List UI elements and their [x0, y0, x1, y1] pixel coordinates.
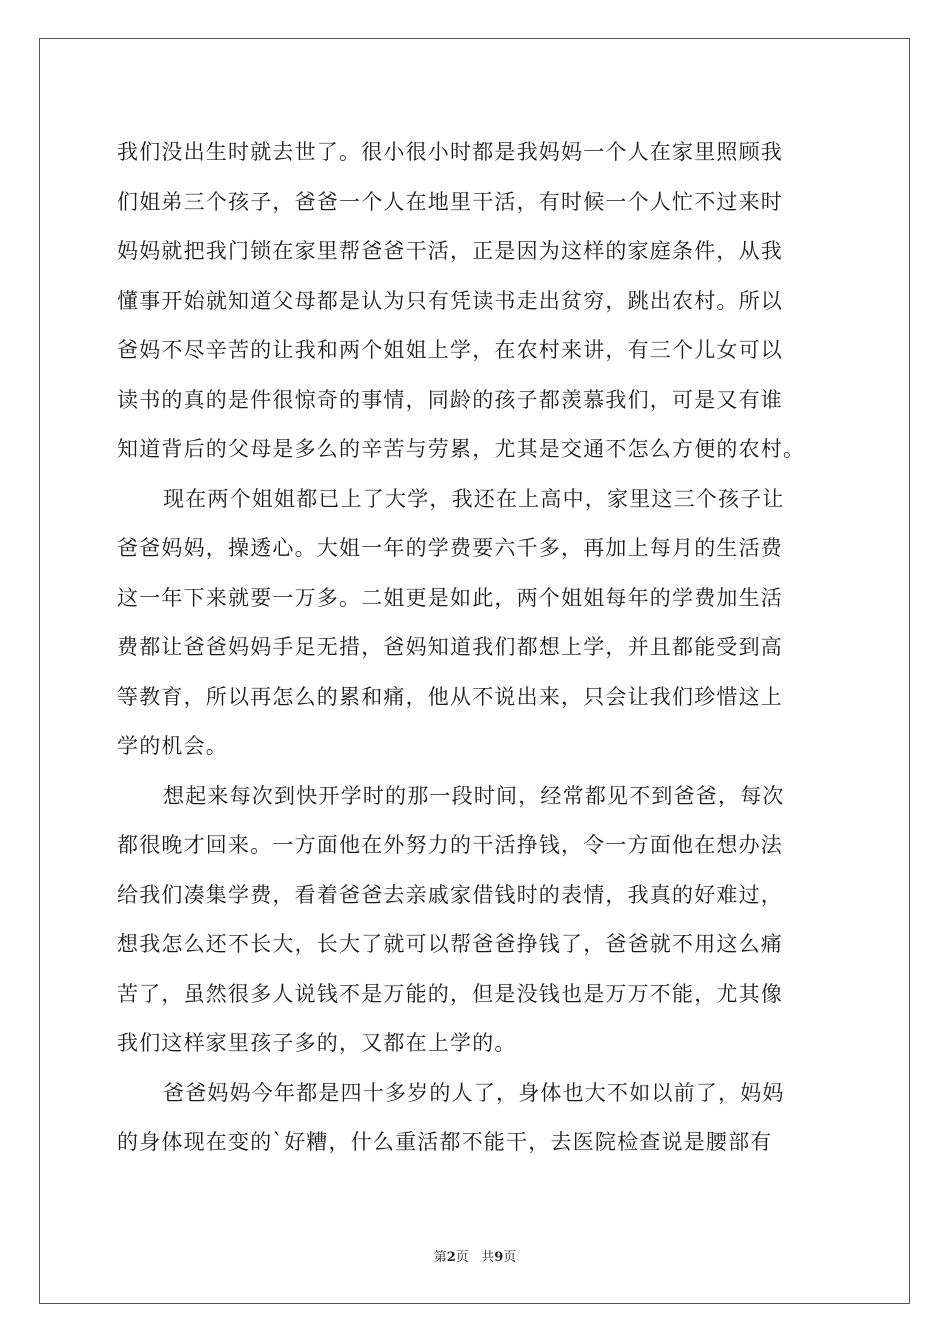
- text-line: 学的机会。: [117, 734, 228, 758]
- text-line: 这一年下来就要一万多。二姐更是如此，两个姐姐每年的学费加生活: [117, 585, 783, 610]
- text-line: 爸爸妈妈，操透心。大姐一年的学费要六千多，再加上每月的生活费: [117, 536, 783, 560]
- text-line: 给我们凑集学费，看着爸爸去亲戚家借钱时的表情，我真的好难过，: [117, 882, 783, 907]
- text-line: 知道背后的父母是多么的辛苦与劳累，尤其是交通不怎么方便的农村。: [117, 437, 806, 461]
- text-line: 我们没出生时就去世了。很小很小时都是我妈妈一个人在家里照顾我: [117, 140, 783, 164]
- text-line: 的身体现在变的`好糟，什么重活都不能干，去医院检查说是腰部有: [117, 1130, 773, 1154]
- total-pages-number: 9: [494, 1250, 504, 1265]
- page-prefix: 第: [433, 1250, 447, 1265]
- text-line: 现在两个姐姐都已上了大学，我还在上高中，家里这三个孩子让: [163, 486, 785, 511]
- text-line: 苦了，虽然很多人说钱不是万能的，但是没钱也是万万不能，尤其像: [117, 981, 783, 1006]
- text-line: 爸爸妈妈今年都是四十多岁的人了，身体也大不如以前了，妈妈: [163, 1080, 785, 1105]
- document-body: [117, 128, 837, 1168]
- text-line: 想起来每次到快开学时的那一段时间，经常都见不到爸爸，每次: [163, 783, 785, 808]
- text-line: 等教育，所以再怎么的累和痛，他从不说出来，只会让我们珍惜这上: [117, 684, 783, 709]
- text-line: 我们这样家里孩子多的，又都在上学的。: [117, 1031, 517, 1055]
- text-line: 读书的真的是件很惊奇的事情，同龄的孩子都羡慕我们，可是又有谁: [117, 387, 783, 412]
- text-line: 懂事开始就知道父母都是认为只有凭读书走出贫穷，跳出农村。所以: [117, 288, 783, 313]
- total-suffix: 页: [503, 1250, 517, 1265]
- page-footer: [0, 1246, 950, 1265]
- text-line: 妈妈就把我门锁在家里帮爸爸干活，正是因为这样的家庭条件，从我: [117, 239, 783, 263]
- current-page-number: 2: [446, 1250, 456, 1265]
- page-suffix: 页: [455, 1250, 469, 1265]
- text-line: 想我怎么还不长大，长大了就可以帮爸爸挣钱了，爸爸就不用这么痛: [117, 932, 783, 956]
- text-line: 爸妈不尽辛苦的让我和两个姐姐上学，在农村来讲，有三个儿女可以: [117, 338, 783, 362]
- total-prefix: 共: [481, 1250, 495, 1265]
- text-line: 们姐弟三个孩子，爸爸一个人在地里干活，有时候一个人忙不过来时: [117, 189, 783, 214]
- text-line: 费都让爸爸妈妈手足无措，爸妈知道我们都想上学，并且都能受到高: [117, 635, 783, 659]
- text-line: 都很晚才回来。一方面他在外努力的干活挣钱，令一方面他在想办法: [117, 833, 783, 857]
